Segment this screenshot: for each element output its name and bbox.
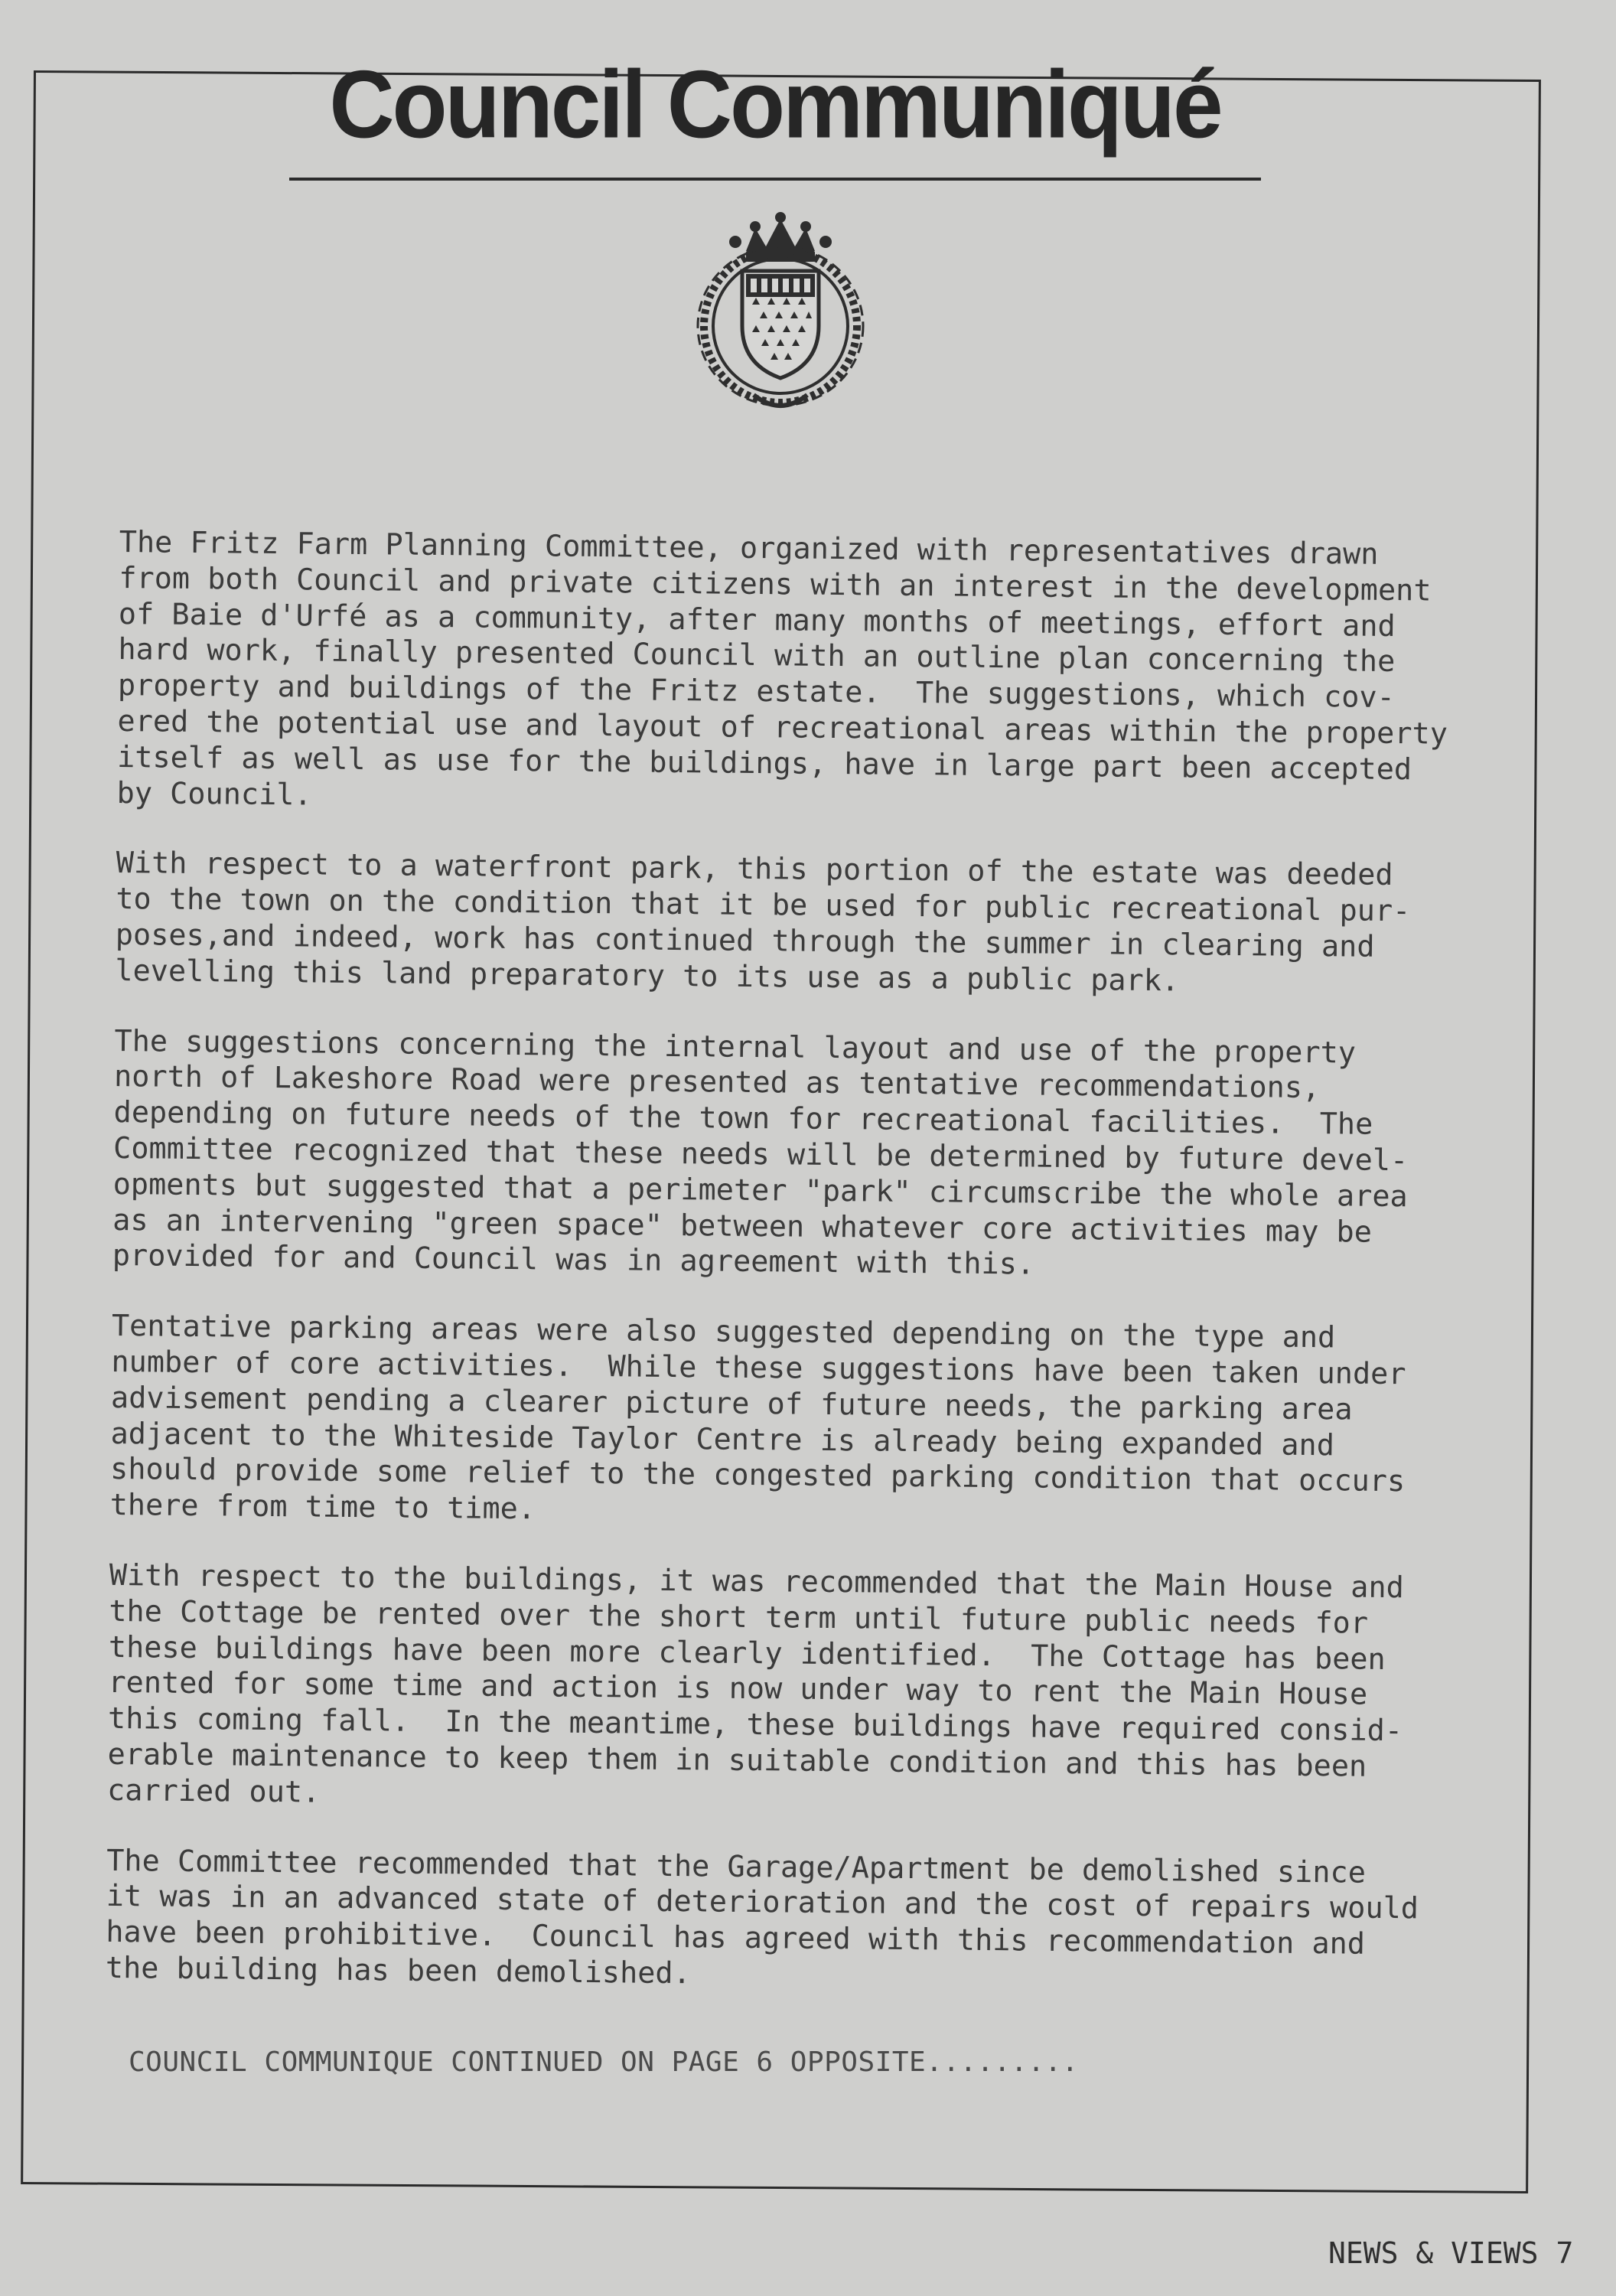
publication-name: NEWS & VIEWS: [1328, 2236, 1539, 2270]
paragraph-garage-demolition: The Committee recommended that the Garage/Apartment be demolished since it was in an advanced state of deterioration and the cost of repairs would have been prohibitive. Council has agreed with this recommendation and the building has been demolished.: [105, 1843, 1419, 1991]
coat-of-arms-icon: [692, 211, 868, 412]
paragraph-waterfront-park: With respect to a waterfront park, this portion of the estate was deeded to the town on the condition that it be used for public recreational pur- poses,and indeed, work has continued through the summer in clearing and levelling this land preparatory to its use as a public park.: [115, 846, 1411, 999]
article-body: [105, 525, 1497, 2034]
title-underline: [289, 178, 1261, 181]
continued-note: COUNCIL COMMUNIQUE CONTINUED ON PAGE 6 OPPOSITE.........: [129, 2047, 1079, 2078]
page-title: Council Communiqué: [329, 51, 1221, 158]
page-footer: [1328, 2236, 1573, 2270]
page-number: 7: [1556, 2236, 1574, 2270]
paragraph-fritz-farm-committee: The Fritz Farm Planning Committee, organized with representatives drawn from both Council and private citizens with an interest in the development of Baie d'Urfé as a community, after many months of meetings, effort and hard work, finally presented Council with an outline plan concerning the property and buildings of the Fritz estate. The suggestions, which cov- ered the potential use and layout of recreational areas within the property itself as well as use for the buildings, have in large part been accepted by Council.: [116, 525, 1448, 813]
paragraph-buildings: With respect to the buildings, it was recommended that the Main House and the Cottage be rented over the short term until future public needs for these buildings have been more clearly identified. The Cottage has been rented for some time and action is now under way to rent the Main House this coming fall. In the meantime, these buildings have required consid- erable maintenance to keep them in suitable condition and this has been carried out.: [106, 1557, 1405, 1810]
paragraph-parking-areas: Tentative parking areas were also suggested depending on the type and number of core activities. While these suggestions have been taken under advisement pending a clearer picture of future needs, the parking area adjacent to the Whiteside Taylor Centre is already being expanded and should provide some relief to the congested parking condition that occurs there from time to time.: [109, 1309, 1406, 1527]
paragraph-internal-layout: The suggestions concerning the internal layout and use of the property north of Lakeshore Road were presented as tentative recommendations, depending on future needs of the town for recreational facilities. The Committee recognized that these needs will be determined by future devel- opments but suggested that a perimeter "park" circumscribe the whole area as an intervening "green space" between whatever core activities may be provided for and Council was in agreement with this.: [112, 1023, 1409, 1282]
